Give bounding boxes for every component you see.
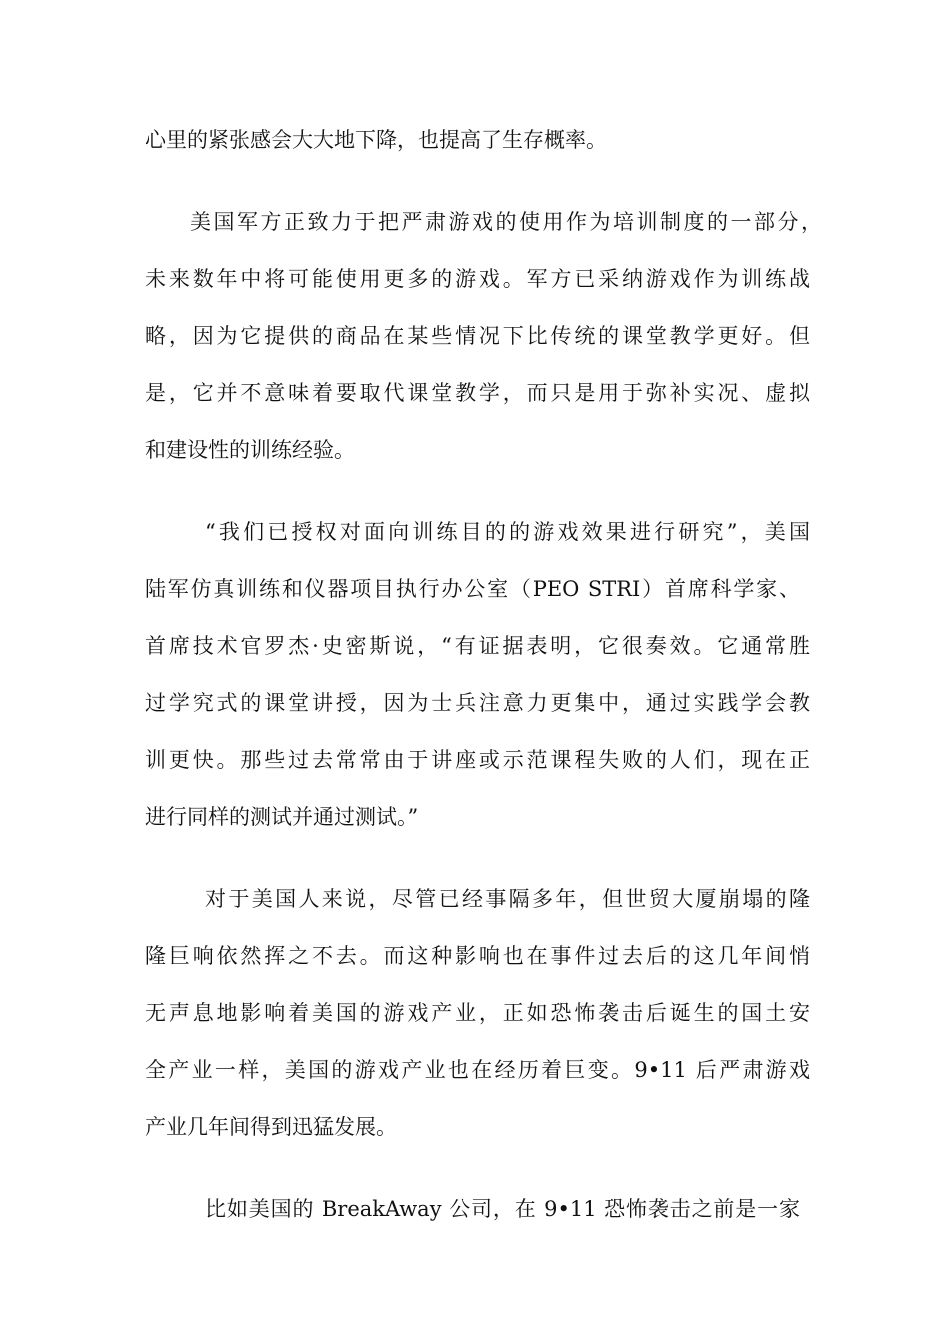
paragraph-2-line-3: 略，因为它提供的商品在某些情况下比传统的课堂教学更好。但 [145, 324, 810, 348]
paragraph-1-line-1: 心里的紧张感会大大地下降，也提高了生存概率。 [145, 128, 607, 152]
paragraph-4-line-2: 隆巨响依然挥之不去。而这种影响也在事件过去后的这几年间悄 [145, 944, 810, 968]
paragraph-3-line-1: “我们已授权对面向训练目的的游戏效果进行研究”，美国 [205, 520, 810, 544]
paragraph-3-line-4: 过学究式的课堂讲授，因为士兵注意力更集中，通过实践学会教 [145, 691, 810, 715]
paragraph-2-line-2: 未来数年中将可能使用更多的游戏。军方已采纳游戏作为训练战 [145, 267, 810, 291]
paragraph-4-line-5: 产业几年间得到迅猛发展。 [145, 1115, 397, 1139]
paragraph-2-line-1: 美国军方正致力于把严肃游戏的使用作为培训制度的一部分， [190, 210, 822, 234]
paragraph-4-line-4: 全产业一样，美国的游戏产业也在经历着巨变。9•11 后严肃游戏 [145, 1058, 810, 1082]
paragraph-2-line-4: 是，它并不意味着要取代课堂教学，而只是用于弥补实况、虚拟 [145, 381, 810, 405]
paragraph-3-line-5: 训更快。那些过去常常由于讲座或示范课程失败的人们，现在正 [145, 748, 810, 772]
paragraph-5-line-1: 比如美国的 BreakAway 公司，在 9•11 恐怖袭击之前是一家 [205, 1197, 800, 1221]
paragraph-3-line-6: 进行同样的测试并通过测试。” [145, 805, 419, 829]
paragraph-4-line-1: 对于美国人来说，尽管已经事隔多年，但世贸大厦崩塌的隆 [205, 887, 810, 911]
paragraph-4-line-3: 无声息地影响着美国的游戏产业，正如恐怖袭击后诞生的国土安 [145, 1001, 810, 1025]
paragraph-3-line-3: 首席技术官罗杰·史密斯说，“有证据表明，它很奏效。它通常胜 [145, 634, 810, 658]
paragraph-2-line-5: 和建设性的训练经验。 [145, 438, 355, 462]
paragraph-3-line-2: 陆军仿真训练和仪器项目执行办公室（PEO STRI）首席科学家、 [145, 577, 800, 601]
